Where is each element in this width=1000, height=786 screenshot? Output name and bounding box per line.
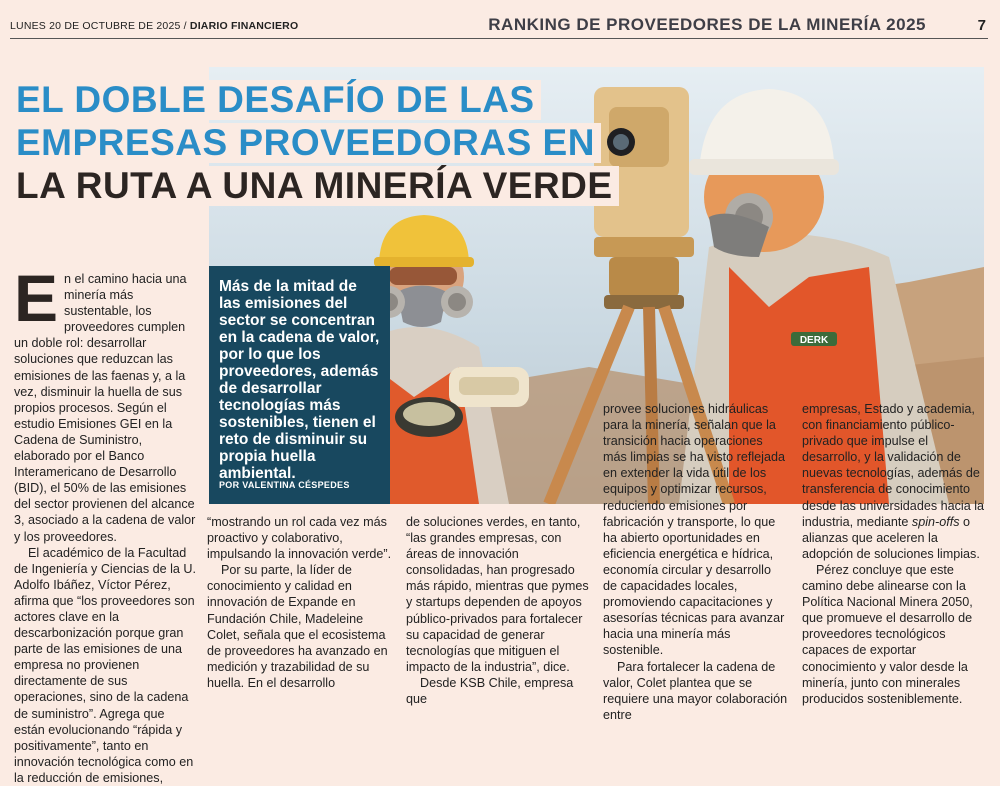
drop-cap: E — [14, 261, 59, 335]
issue-date: LUNES 20 DE OCTUBRE DE 2025 — [10, 20, 181, 32]
article-paragraph: de soluciones verdes, en tanto, “las grandes empresas, con áreas de innovación consolidadas, han progresado más rápido, mientras que pymes y startups dependen de apoyos público-privados para fortalecer su capacidad de generar tecnologías que mitiguen el impacto de la industria”, dice. — [406, 515, 589, 674]
italic-term: spin-offs — [911, 514, 960, 529]
article-paragraph: Desde KSB Chile, empresa que — [406, 675, 574, 707]
article-paragraph: “mostrando un rol cada vez más proactivo y colaborativo, impulsando la innovación verde”. — [207, 515, 392, 562]
article-column-5 — [802, 401, 987, 707]
paragraph-text: empresas, Estado y academia, con financiamiento público-privado que impulse el desarrollo, y la validación de nuevas tecnologías, además de transferencia de conocimiento desde las universidades hacia la industria, mediante — [802, 402, 985, 529]
article-paragraph: Para fortalecer la cadena de valor, Colet plantea que se requiere una mayor colaboración entre — [603, 659, 788, 722]
author-byline: POR VALENTINA CÉSPEDES — [219, 480, 350, 490]
headline-line-3: LA RUTA A UNA MINERÍA VERDE — [10, 166, 619, 206]
publication-name: DIARIO FINANCIERO — [189, 20, 299, 32]
article-column-4 — [603, 401, 788, 723]
dateline — [10, 20, 298, 32]
article-paragraph: provee soluciones hidráulicas para la minería, señalan que la transición hacia operaciones más limpias se ha visto reflejada en extender la vida útil de los equipos y optimizar recursos, reduciendo emisiones por fabricación y transporte, lo que ha abierto oportunidades en eficiencia energética e hídrica, economía circular y desarrollo de capacidades locales, promoviendo capacitaciones y asesorías técnicas para avanzar hacia una minería más sostenible. — [603, 402, 785, 658]
article-paragraph: El académico de la Facultad de Ingeniería y Ciencias de la U. Adolfo Ibáñez, Víctor Pérez, afirma que “los proveedores son actores clave en la descarbonización porque gran parte de las emisiones de una empresa no provienen directamente de sus operaciones, sino de la cadena de suministro”. Agrega que están evolucionando “rápida y positivamente”, tanto en innovación tecnológica como en la reducción de emisiones, — [14, 545, 197, 785]
lead-callout-text: Más de la mitad de las emisiones del sector se concentran en la cadena de valor, por lo que los proveedores, además de desarrollar tecnologías más sostenibles, tienen el reto de disminuir su propia huella ambiental. — [219, 278, 380, 482]
article-column-1 — [14, 261, 197, 786]
headline-line-1: EL DOBLE DESAFÍO DE LAS — [10, 80, 541, 120]
header-divider — [10, 38, 988, 39]
section-title: RANKING DE PROVEEDORES DE LA MINERÍA 2025 — [488, 15, 926, 34]
vest-logo-text: DERK — [799, 335, 829, 346]
lead-callout-box — [209, 266, 390, 504]
page-number: 7 — [977, 17, 986, 34]
headline-line-2: EMPRESAS PROVEEDORAS EN — [10, 123, 601, 163]
paragraph-text: o alianzas que aceleren la adopción de soluciones limpias. — [802, 514, 980, 561]
article-column-3 — [406, 514, 591, 707]
article-paragraph: n el camino hacia una minería más sustentable, los proveedores cumplen un doble rol: desarrollar soluciones que reduzcan las emisiones de las faenas y, a la vez, disminuir la huella de sus propios procesos. Según el estudio Emisiones GEI en la Cadena de Suministro, elaborado por el Banco Interamericano de Desarrollo (BID), el 50% de las emisiones del sector provienen del alcance 3, asociado a la cadena de valor y los proveedores. — [14, 272, 196, 544]
dateline-separator: / — [180, 20, 190, 32]
article-column-2 — [207, 514, 392, 691]
article-paragraph: Por su parte, la líder de conocimiento y calidad en innovación de Expande en Fundación Chile, Madeleine Colet, señala que el ecosistema de proveedores ha avanzado en medición y trazabilidad de su huella. En el desarrollo — [207, 563, 388, 690]
article-paragraph — [802, 401, 987, 562]
article-paragraph: Pérez concluye que este camino debe alinearse con la Política Nacional Minera 2050, que promueve el desarrollo de proveedores tecnológicos capaces de exportar conocimiento y valor desde la minería, junto con minerales producidos sosteniblemente. — [802, 562, 973, 706]
